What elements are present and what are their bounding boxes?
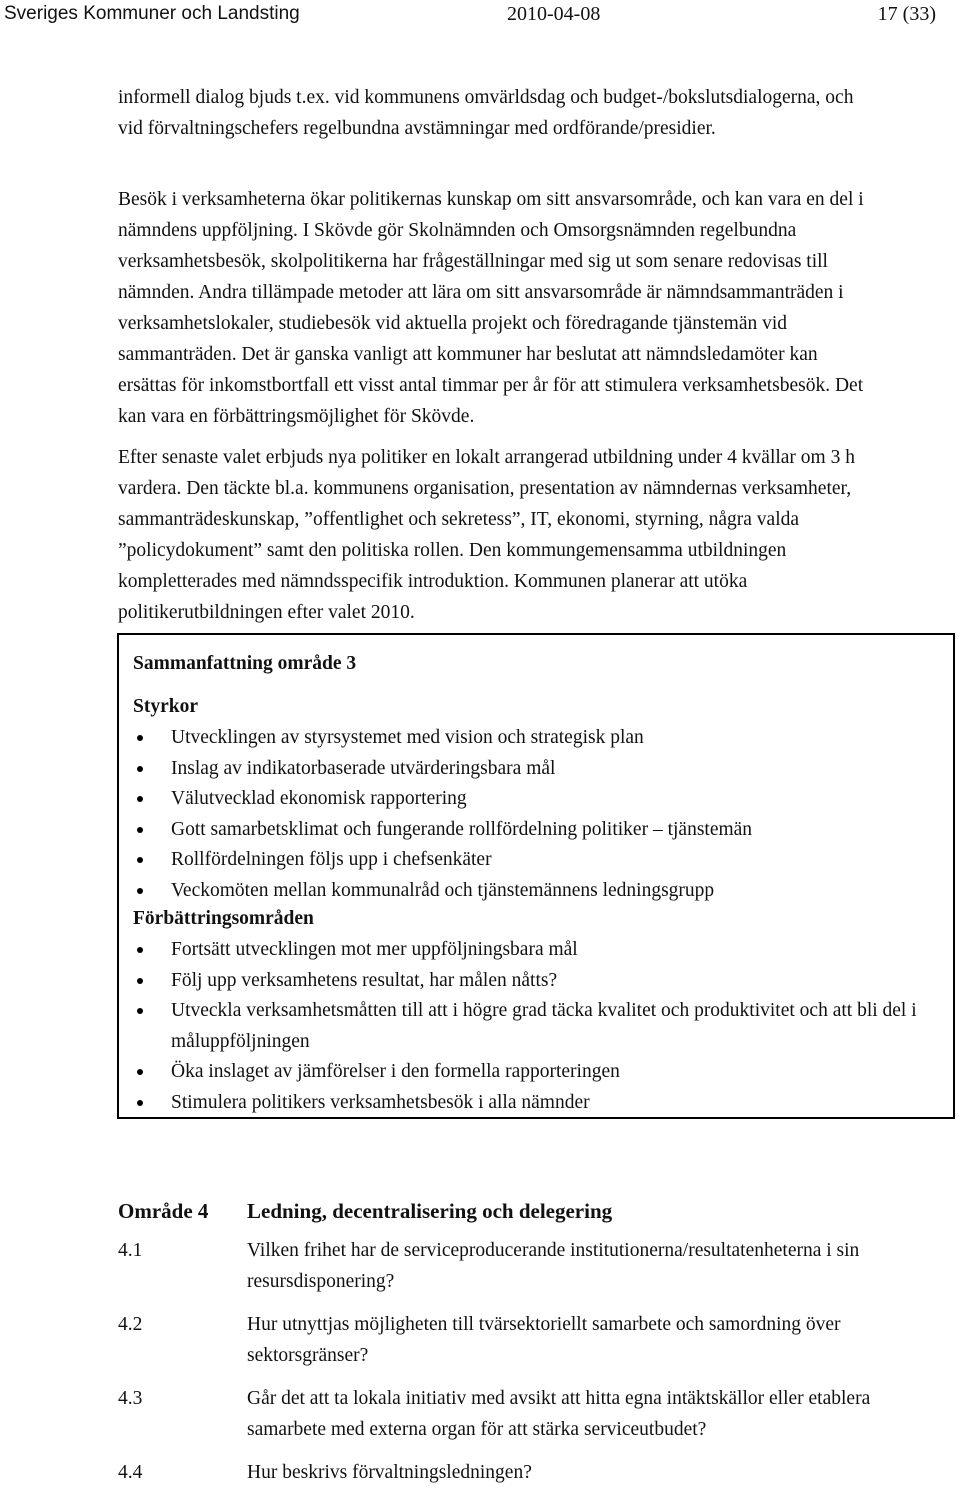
header-date: 2010-04-08 — [507, 3, 601, 25]
list-item: Inslag av indikatorbaserade utvärderingsbara mål — [133, 754, 933, 785]
strengths-heading: Styrkor — [133, 696, 198, 717]
question-number: 4.3 — [118, 1388, 143, 1409]
question-number: 4.2 — [118, 1314, 143, 1335]
area-label: Område 4 — [118, 1199, 209, 1223]
question-item — [118, 1457, 918, 1488]
strengths-list — [133, 723, 933, 906]
list-item: Stimulera politikers verksamhetsbesök i alla nämnder — [133, 1088, 933, 1119]
list-item: Utveckla verksamhetsmåtten till att i högre grad täcka kvalitet och produktivitet och att bli del i måluppföljningen — [133, 996, 933, 1057]
paragraph-education — [118, 442, 878, 628]
list-item: Följ upp verksamhetens resultat, har målen nåtts? — [133, 966, 933, 997]
list-item: Utvecklingen av styrsystemet med vision och strategisk plan — [133, 723, 933, 754]
question-text: Går det att ta lokala initiativ med avsikt att hitta egna intäktskällor eller etablera samarbete med externa organ för att stärka serviceutbudet? — [247, 1388, 871, 1440]
question-list — [118, 1235, 918, 1500]
header-page-number: 17 (33) — [877, 3, 936, 25]
list-item: Öka inslaget av jämförelser i den formella rapporteringen — [133, 1057, 933, 1088]
improvements-list — [133, 935, 933, 1118]
paragraph-text: Efter senaste valet erbjuds nya politiker en lokalt arrangerad utbildning under 4 kvällar om 3 h vardera. Den täckte bl.a. kommunens organisation, presentation av nämndernas verksamheter, sammanträdeskunskap, ”offentlighet och sekretess”, IT, ekonomi, styrning, några valda ”policydokument” samt den politiska rollen. Den kommungemensamma utbildningen kompletterades med nämndsspecifik introduktion. Kommunen planerar att utöka politikerutbildningen efter valet 2010. — [118, 447, 855, 623]
page-header — [0, 2, 960, 26]
summary-box — [117, 633, 955, 1119]
question-item — [118, 1383, 918, 1445]
question-number: 4.1 — [118, 1240, 143, 1261]
question-number: 4.4 — [118, 1462, 143, 1483]
question-text: Hur utnyttjas möjligheten till tvärsektoriellt samarbete och samordning över sektorsgränser? — [247, 1314, 841, 1366]
list-item: Fortsätt utvecklingen mot mer uppföljningsbara mål — [133, 935, 933, 966]
paragraph-visits — [118, 184, 878, 432]
list-item: Veckomöten mellan kommunalråd och tjänstemännens ledningsgrupp — [133, 876, 933, 907]
summary-title: Sammanfattning område 3 — [133, 653, 357, 674]
question-text: Vilken frihet har de serviceproducerande institutionerna/resultatenheterna i sin resursdisponering? — [247, 1240, 860, 1292]
header-organization: Sveriges Kommuner och Landsting — [4, 3, 300, 24]
list-item: Välutvecklad ekonomisk rapportering — [133, 784, 933, 815]
area-title: Ledning, decentralisering och delegering — [247, 1199, 613, 1223]
question-text: Hur beskrivs förvaltningsledningen? — [247, 1462, 532, 1483]
paragraph-dialog — [118, 82, 878, 144]
paragraph-text: informell dialog bjuds t.ex. vid kommunens omvärldsdag och budget-/bokslutsdialogerna, och vid förvaltningschefers regelbundna avstämningar med ordförande/presidier. — [118, 87, 854, 139]
list-item: Rollfördelningen följs upp i chefsenkäter — [133, 845, 933, 876]
paragraph-text: Besök i verksamheterna ökar politikernas kunskap om sitt ansvarsområde, och kan vara en del i nämndens uppföljning. I Skövde gör Skolnämnden och Omsorgsnämnden regelbundna verksamhetsbesök, skolpolitikerna har frågeställningar med sig ut som senare redovisas till nämnden. Andra tillämpade metoder att lära om sitt ansvarsområde är nämndsammanträden i verksamhetslokaler, studiebesök vid aktuella projekt och föredragande tjänstemän vid sammanträden. Det är ganska vanligt att kommuner har beslutat att nämndsledamöter kan ersättas för inkomstbortfall ett visst antal timmar per år för att stimulera verksamhetsbesök. Det kan vara en förbättringsmöjlighet för Skövde. — [118, 189, 864, 427]
improvements-heading: Förbättringsområden — [133, 908, 314, 929]
question-item — [118, 1235, 918, 1297]
list-item: Gott samarbetsklimat och fungerande rollfördelning politiker – tjänstemän — [133, 815, 933, 846]
question-item — [118, 1309, 918, 1371]
